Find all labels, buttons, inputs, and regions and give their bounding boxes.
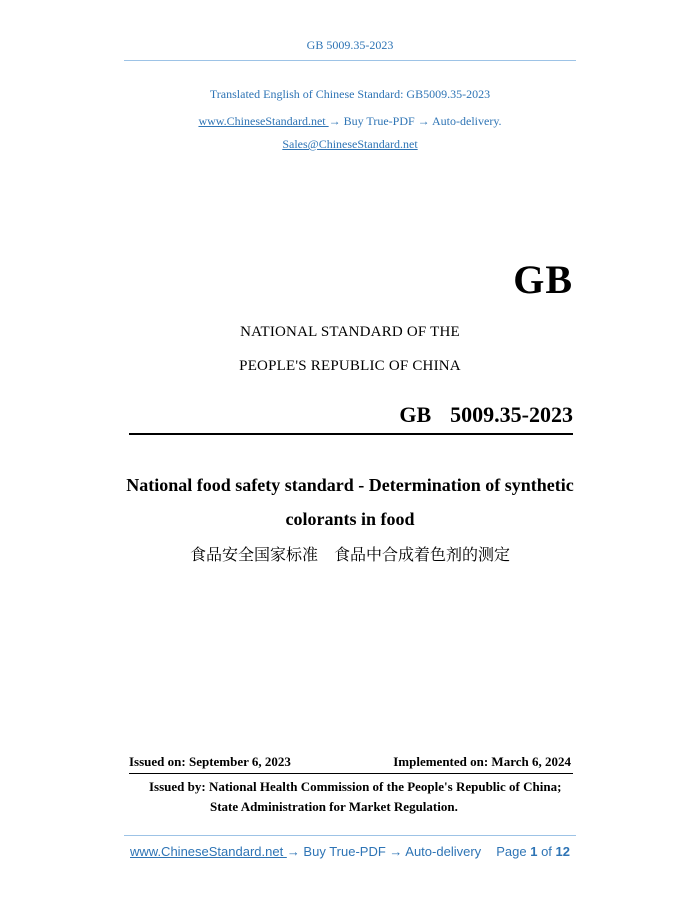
running-header: GB 5009.35-2023 bbox=[306, 38, 394, 52]
issue-divider bbox=[129, 773, 573, 774]
issued-by-line1: Issued by: National Health Commission of the People's Republic of China; bbox=[149, 779, 562, 794]
issued-date: Issued on: September 6, 2023 bbox=[129, 754, 291, 769]
translation-notice: Translated English of Chinese Standard: GB5009.35-2023 bbox=[209, 87, 491, 101]
page-of: of bbox=[541, 844, 552, 859]
standard-code bbox=[399, 402, 573, 428]
page-current: 1 bbox=[530, 844, 538, 859]
gb-mark: GB bbox=[513, 257, 573, 302]
email-link[interactable]: Sales@ChineseStandard.net bbox=[282, 137, 418, 151]
title-chinese: 食品安全国家标准 食品中合成着色剂的测定 bbox=[189, 545, 510, 564]
title-line2: colorants in food bbox=[285, 509, 415, 529]
footer-site-link[interactable]: www.ChineseStandard.net bbox=[130, 844, 287, 859]
issued-by-line2: State Administration for Market Regulation. bbox=[210, 799, 458, 814]
purchase-line bbox=[0, 114, 700, 129]
page-indicator bbox=[496, 844, 570, 859]
standard-code-text: GB 5009.35-2023 bbox=[399, 402, 573, 427]
footer-divider bbox=[124, 835, 576, 836]
contact-line bbox=[0, 137, 700, 152]
site-link[interactable]: www.ChineseStandard.net bbox=[198, 114, 329, 128]
title-line1: National food safety standard - Determination of synthetic bbox=[126, 475, 574, 495]
footer-buy-text: → Buy True-PDF → Auto-delivery bbox=[286, 844, 482, 859]
page-label: Page bbox=[496, 844, 527, 859]
header-divider bbox=[124, 60, 576, 61]
footer-purchase-line bbox=[130, 844, 481, 859]
national-standard-line2: PEOPLE'S REPUBLIC OF CHINA bbox=[239, 358, 461, 374]
implemented-date: Implemented on: March 6, 2024 bbox=[393, 754, 571, 769]
page-total: 12 bbox=[555, 844, 570, 859]
national-standard-line1: NATIONAL STANDARD OF THE bbox=[240, 324, 460, 340]
code-divider bbox=[129, 433, 573, 435]
buy-text: → Buy True-PDF → Auto-delivery. bbox=[328, 114, 502, 128]
